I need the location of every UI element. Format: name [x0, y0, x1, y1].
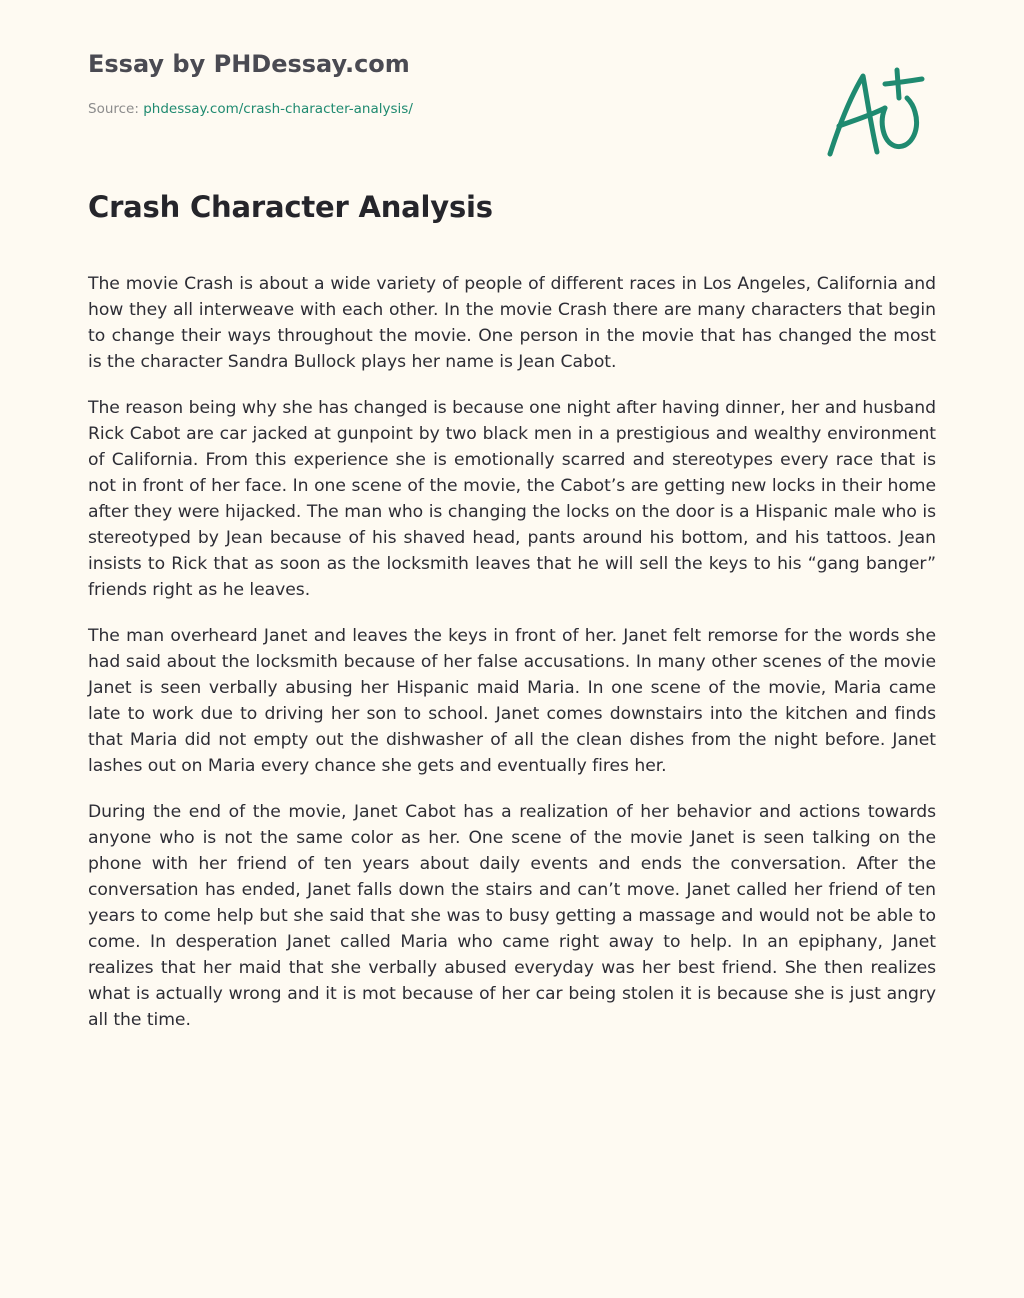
essay-paragraph: The man overheard Janet and leaves the keys in front of her. Janet felt remorse for the words she had said about the locksmith because of her false accusations. In many other scenes of the movie Janet is seen verbally abusing her Hispanic maid Maria. In one scene of the movie, Maria came late to work due to driving her son to school. Janet comes downstairs into the kitchen and finds that Maria did not empty out the dishwasher of all the clean dishes from the night before. Janet lashes out on Maria every chance she gets and eventually fires her.: [88, 626, 936, 776]
essay-paragraph: The reason being why she has changed is because one night after having dinner, her and husband Rick Cabot are car jacked at gunpoint by two black men in a prestigious and wealthy environment of California. From this experience she is emotionally scarred and stereotypes every race that is not in front of her face. In one scene of the movie, the Cabot’s are getting new locks in their home after they were hijacked. The man who is changing the locks on the door is a Hispanic male who is stereotyped by Jean because of his shaved head, pants around his bottom, and his tattoos. Jean insists to Rick that as soon as the locksmith leaves that he will sell the keys to his “gang banger” friends right as he leaves.: [88, 398, 936, 600]
source-link[interactable]: phdessay.com/crash-character-analysis/: [143, 101, 413, 117]
essay-title: Crash Character Analysis: [88, 190, 493, 224]
essay-paragraph: The movie Crash is about a wide variety of people of different races in Los Angeles, California and how they all interweave with each other. In the movie Crash there are many characters that begin to change their ways throughout the movie. One person in the movie that has changed the most is the character Sandra Bullock plays her name is Jean Cabot.: [88, 274, 936, 372]
a-plus-grade-icon: [825, 64, 929, 160]
site-brand: Essay by PHDessay.com: [88, 50, 410, 78]
essay-paragraph: During the end of the movie, Janet Cabot has a realization of her behavior and actions towards anyone who is not the same color as her. One scene of the movie Janet is seen talking on the phone with her friend of ten years about daily events and ends the conversation. After the conversation has ended, Janet falls down the stairs and can’t move. Janet called her friend of ten years to come help but she said that she was to busy getting a massage and would not be able to come. In desperation Janet called Maria who came right away to help. In an epiphany, Janet realizes that her maid that she verbally abused everyday was her best friend. She then realizes what is actually wrong and it is mot because of her car being stolen it is because she is just angry all the time.: [88, 802, 936, 1030]
source-label: Source:: [88, 101, 144, 117]
essay-body: [88, 271, 936, 1053]
source-line: [88, 101, 413, 117]
